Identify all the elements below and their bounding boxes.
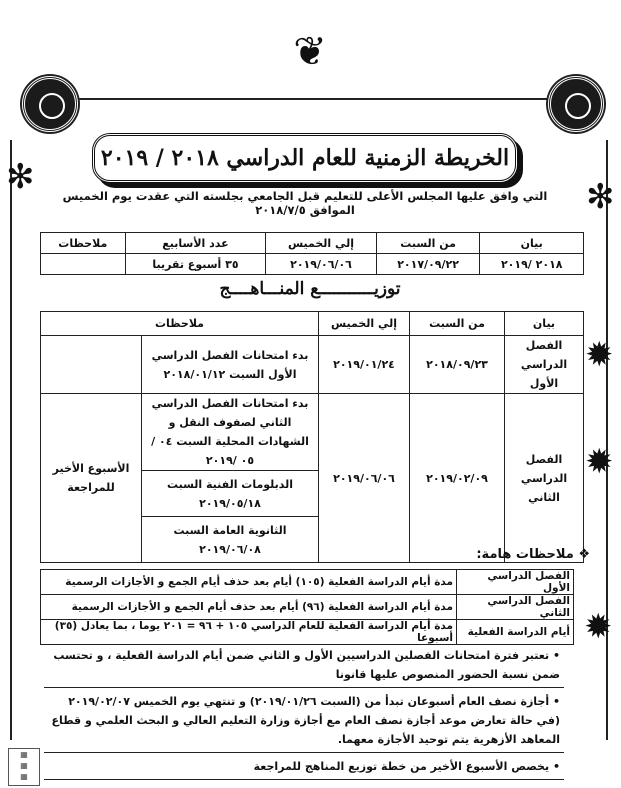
notes-list	[44, 645, 564, 780]
top-center-ornament: ❦	[293, 29, 327, 75]
days-value: مدة أيام الدراسة الفعلية للعام الدراسي ١٠٥ + ٩٦ = ٢٠١ يوما ، بما يعادل (٣٥) أسبوعا	[41, 620, 457, 645]
header-cell: بيان	[505, 312, 584, 336]
table-cell: ٢٠١٩/٠٦/٠٦	[266, 254, 376, 275]
header-cell: عدد الأسابيع	[125, 233, 266, 254]
bullet-icon: •	[549, 760, 560, 773]
note-text: يخصص الأسبوع الأخير من خطة توزيع المناهج للمراجعة	[253, 760, 550, 773]
days-label: أيام الدراسة الفعلية	[457, 620, 574, 645]
bullet-icon: •	[549, 695, 560, 708]
right-sunburst-ornament-2: ✹	[585, 442, 614, 482]
curriculum-table	[40, 311, 584, 563]
table-row	[41, 620, 574, 645]
table-cell: ٣٥ أسبوع تقريبا	[125, 254, 266, 275]
header-cell: ملاحظات	[41, 233, 126, 254]
term2-note-thanaweya: الثانوية العامة السبت ٢٠١٩/٠٦/٠٨	[142, 517, 319, 563]
page-subtitle: التي وافق عليها المجلس الأعلى للتعليم قبل الجامعي بجلسته التي عقدت يوم الخميس الموافق ٢٠١٨/٧/٥	[62, 189, 548, 217]
days-table	[40, 569, 574, 645]
term1-to: ٢٠١٩/٠١/٢٤	[319, 336, 410, 394]
note-text: تعتبر فترة امتحانات الفصلين الدراسيين الأول و الثاني ضمن أيام الدراسة الفعلية ، و تحتسب ضمن نسبة الحضور المنصوص عليها قانونا	[53, 649, 560, 681]
frame-left-line	[10, 140, 12, 740]
term2-from: ٢٠١٩/٠٢/٠٩	[410, 394, 505, 563]
header-cell: إلي الخميس	[266, 233, 376, 254]
list-item	[44, 691, 564, 753]
note-text: أجازة نصف العام أسبوعان تبدأ من (السبت ٢٠١٩/٠١/٢٦) و تنتهي يوم الخميس ٢٠١٩/٠٢/٠٧ (في حالة تعارض موعد أجازة نصف العام مع أجازة وزارة التعليم العالي و البحث العلمي و قطاع المعاهد الأزهرية يتم توحيد الأجازة معهما.	[51, 695, 560, 746]
curriculum-heading: توزيـــــــــــع المنـــاهــــج	[219, 279, 401, 299]
right-sunburst-ornament: ✹	[585, 335, 614, 375]
stamp-logo: ▦ ▦ ▦	[8, 748, 40, 786]
term2-note-transfer: بدء امتحانات الفصل الدراسي الثاني لصفوف النقل و الشهادات المحلية السبت ٠٤ /٠٥ /٢٠١٩	[142, 394, 319, 471]
header-cell: ملاحظات	[41, 312, 319, 336]
list-item	[44, 756, 564, 780]
days-value: مدة أيام الدراسة الفعلية (٩٦) أيام بعد حذف أيام الجمع و الأجازات الرسمية	[41, 595, 457, 620]
days-label: الفصل الدراسي الأول	[457, 570, 574, 595]
table-row	[41, 570, 574, 595]
term1-note: بدء امتحانات الفصل الدراسي الأول السبت ٢٠١٨/٠١/١٢	[142, 336, 319, 394]
table-row	[41, 595, 574, 620]
days-value: مدة أيام الدراسة الفعلية (١٠٥) أيام بعد حذف أيام الجمع و الأجازات الرسمية	[41, 570, 457, 595]
table-cell	[41, 254, 126, 275]
notes-heading	[300, 547, 590, 562]
term1-from: ٢٠١٨/٠٩/٢٣	[410, 336, 505, 394]
right-star-ornament: ✻	[586, 177, 615, 217]
table-row	[41, 254, 584, 275]
review-week-note: الأسبوع الأخير للمراجعة	[41, 394, 142, 563]
header-cell: من السبت	[410, 312, 505, 336]
frame-right-line	[606, 140, 608, 740]
left-star-ornament: ✻	[6, 157, 35, 197]
table-row	[41, 336, 584, 394]
right-rosette-ornament	[548, 76, 604, 132]
notes-heading-label: ملاحظات هامة:	[476, 547, 574, 562]
diamond-bullet-icon: ❖	[578, 547, 590, 562]
list-item	[44, 645, 564, 688]
left-rosette-ornament	[22, 76, 78, 132]
term1-label: الفصل الدراسي الأول	[505, 336, 584, 394]
header-cell: من السبت	[376, 233, 480, 254]
table-row	[41, 233, 584, 254]
term2-note-diplomas: الدبلومات الفنية السبت ٢٠١٩/٠٥/١٨	[142, 471, 319, 517]
term2-to: ٢٠١٩/٠٦/٠٦	[319, 394, 410, 563]
table-row	[41, 312, 584, 336]
header-cell: إلي الخميس	[319, 312, 410, 336]
page-title: الخريطة الزمنية للعام الدراسي ٢٠١٨ / ٢٠١٩	[92, 133, 518, 183]
summary-table	[40, 232, 584, 275]
table-cell: ٢٠١٨ /٢٠١٩	[480, 254, 584, 275]
frame-top-line	[40, 98, 580, 100]
table-cell: ٢٠١٧/٠٩/٢٢	[376, 254, 480, 275]
header-cell: بيان	[480, 233, 584, 254]
empty-cell	[41, 336, 142, 394]
right-sunburst-ornament-3: ✹	[584, 607, 613, 647]
table-row	[41, 394, 584, 471]
bullet-icon: •	[549, 649, 560, 662]
term2-label: الفصل الدراسي الثاني	[505, 394, 584, 563]
days-label: الفصل الدراسي الثاني	[457, 595, 574, 620]
